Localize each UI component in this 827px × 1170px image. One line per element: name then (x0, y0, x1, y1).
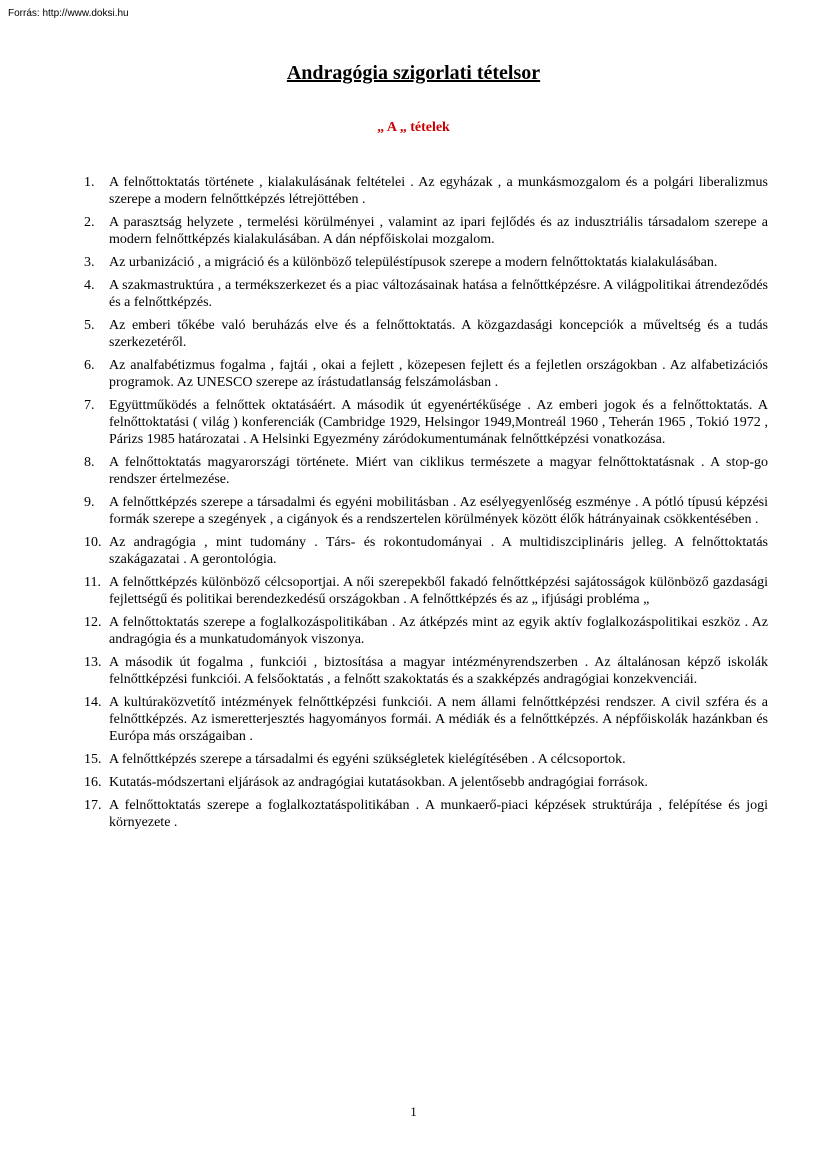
item-text: A második út fogalma , funkciói , biztosítása a magyar intézményrendszerben . Az általánosan képző iskolák felnőttképzési funkciói. A felsőoktatás , a felnőtt szakoktatás és a szakképzés andragógiai konzekvenciái. (109, 655, 768, 687)
page-number: 1 (410, 1104, 417, 1119)
list-item (84, 454, 768, 488)
list-item (84, 277, 768, 311)
item-number: 10. (84, 535, 102, 550)
thesis-list (84, 174, 768, 837)
item-text: A felnőttoktatás magyarországi története. Miért van ciklikus természete a magyar felnőttoktatásnak . A stop-go rendszer értelmezése. (109, 455, 768, 487)
list-item (84, 254, 768, 271)
item-number: 8. (84, 455, 95, 470)
item-text: Az emberi tőkébe való beruházás elve és a felnőttoktatás. A közgazdasági koncepciók a műveltség és a tudás szerkezetéről. (109, 318, 768, 350)
list-item (84, 174, 768, 208)
item-text: A felnőttképzés szerepe a társadalmi és egyéni mobilitásban . Az esélyegyenlőség eszménye . A pótló típusú képzési formák szerepe a szegények , a cigányok és a rendszertelen körülmények között élők hátrányainak csökkentésében . (109, 495, 768, 527)
item-text: Együttműködés a felnőttek oktatásáért. A második út egyenértékűsége . Az emberi jogok és a felnőttoktatás. A felnőttoktatási ( világ ) konferenciák (Cambridge 1929, Helsingor 1949,Montreál 1960 , Teherán 1965 , Tokió 1972 , Párizs 1985 határozatai . A Helsinki Egyezmény záródokumentumának felnőttképzési vonatkozása. (109, 398, 768, 447)
list-item (84, 357, 768, 391)
list-item (84, 397, 768, 448)
item-number: 14. (84, 695, 102, 710)
item-number: 12. (84, 615, 102, 630)
section-subtitle: „ A „ tételek (377, 120, 450, 135)
item-number: 9. (84, 495, 95, 510)
item-text: A felnőttoktatás története , kialakulásának feltételei . Az egyházak , a munkásmozgalom és a polgári liberalizmus szerepe a modern felnőttképzés létrejöttében . (109, 175, 768, 207)
item-text: A szakmastruktúra , a termékszerkezet és a piac változásainak hatása a felnőttképzésre. A világpolitikai átrendeződés és a felnőttképzés. (109, 278, 768, 310)
list-item (84, 214, 768, 248)
item-number: 3. (84, 255, 95, 270)
list-item (84, 614, 768, 648)
item-number: 16. (84, 775, 102, 790)
item-text: A parasztság helyzete , termelési körülményei , valamint az ipari fejlődés és az indusztriális társadalom szerepe a modern felnőttképzés kialakulásában. A dán népfőiskolai mozgalom. (109, 215, 768, 247)
item-number: 4. (84, 278, 95, 293)
list-item (84, 494, 768, 528)
page-title: Andragógia szigorlati tételsor (286, 62, 541, 84)
item-text: A felnőttoktatás szerepe a foglalkoztatáspolitikában . A munkaerő-piaci képzések struktúrája , felépítése és jogi környezete . (109, 798, 768, 830)
item-number: 6. (84, 358, 95, 373)
item-number: 11. (84, 575, 101, 590)
item-text: Kutatás-módszertani eljárások az andragógiai kutatásokban. A jelentősebb andragógiai források. (109, 775, 648, 790)
item-text: A felnőttoktatás szerepe a foglalkozáspolitikában . Az átképzés mint az egyik aktív foglalkozáspolitikai eszköz . Az andragógia és a munkatudományok viszonya. (109, 615, 768, 647)
list-item (84, 654, 768, 688)
item-number: 2. (84, 215, 95, 230)
list-item (84, 797, 768, 831)
item-number: 7. (84, 398, 95, 413)
item-number: 1. (84, 175, 95, 190)
list-item (84, 694, 768, 745)
source-note: Forrás: http://www.doksi.hu (8, 8, 129, 19)
item-text: A felnőttképzés különböző célcsoportjai. A női szerepekből fakadó felnőttképzési sajátosságok különböző gazdasági fejlettségű és politikai berendezkedésű országokban . A felnőttképzés és az „ ifjúsági probléma „ (109, 575, 768, 607)
item-number: 5. (84, 318, 95, 333)
item-text: Az urbanizáció , a migráció és a különböző településtípusok szerepe a modern felnőttoktatás kialakulásában. (109, 255, 718, 270)
list-item (84, 774, 768, 791)
item-number: 15. (84, 752, 102, 767)
list-item (84, 574, 768, 608)
list-item (84, 317, 768, 351)
item-text: Az analfabétizmus fogalma , fajtái , okai a fejlett , közepesen fejlett és a fejletlen országokban . Az alfabetizációs programok. Az UNESCO szerepe az írástudatlanság felszámolásban . (109, 358, 768, 390)
item-text: Az andragógia , mint tudomány . Társ- és rokontudományai . A multidiszciplináris jelleg. A felnőttoktatás szakágazatai . A gerontológia. (109, 535, 768, 567)
item-number: 17. (84, 798, 102, 813)
item-text: A kultúraközvetítő intézmények felnőttképzési funkciói. A nem állami felnőttképzési rendszer. A civil szféra és a felnőttképzés. Az ismeretterjesztés hagyományos formái. A médiák és a felnőttképzés. A népfőiskolák hazánkban és Európa más országaiban . (109, 695, 768, 744)
list-item (84, 534, 768, 568)
item-number: 13. (84, 655, 102, 670)
item-text: A felnőttképzés szerepe a társadalmi és egyéni szükségletek kielégítésében . A célcsoportok. (109, 752, 626, 767)
list-item (84, 751, 768, 768)
